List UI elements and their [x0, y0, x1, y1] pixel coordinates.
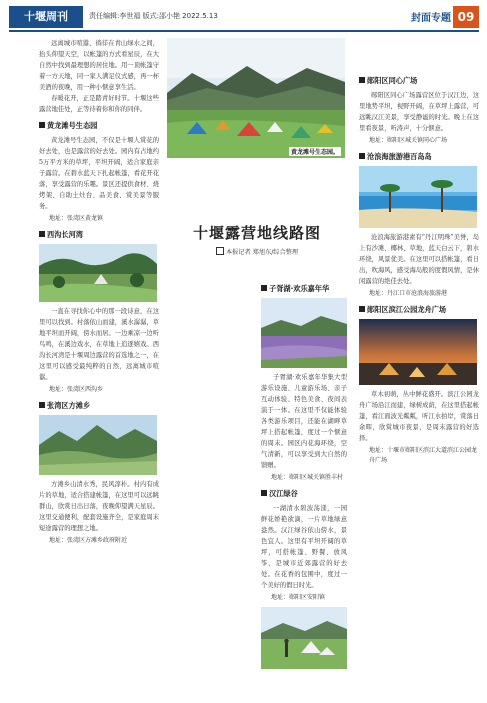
section-text-canglang: 沧浪海旅游港素有“丹江明珠”美誉，岛上有沙滩、椰林、草地，蓝天白云下，碧水环绕，风景优美。在这里可以搭帐篷，看日出，吹海风，感受海岛般的度假风情，是休闲露营的绝佳去处。 [359, 234, 479, 285]
square-bullet-icon [359, 306, 365, 312]
photo-fangtan-mountains [39, 415, 157, 475]
square-bullet-icon [359, 77, 365, 83]
header-credits: 责任编辑:李世福 版式:邵小艳 2022.5.13 [89, 12, 218, 20]
address-binjiang: 地址：十堰市郧阳区滨江大道滨江公园龙舟广场 [369, 447, 478, 464]
address-canglang: 地址：丹江口市沧浪海旅游港 [369, 290, 448, 297]
photo-canglang-beach [359, 166, 477, 228]
page-number: 09 [453, 6, 479, 28]
newspaper-page [9, 6, 479, 696]
address-xigou: 地址：张湾区西沟乡 [49, 386, 104, 393]
square-bullet-icon [39, 402, 45, 408]
section-title-binjiang: 郧阳区滨江公园龙舟广场 [359, 305, 479, 315]
photo-binjiang-sunset [359, 319, 477, 385]
right-column [359, 76, 479, 466]
section-text-zixuhu: 子胥湖·欢乐嘉年华集大型游乐设施、儿童游乐场、亲子互动体验、特色美食、夜间表演于一体。在这里不仅能体验各类游乐项目，还能在湖畔草坪上搭起帐篷，度过一个惬意的周末。园区内花海环绕，空气清新，可以享受到大自然的馈赠。 [261, 374, 347, 469]
section-text-hanjiang: 一湖清水碧波荡漾，一园鲜花娇艳欲滴，一片草地绿意盎然。汉江绿谷依山傍水，景色宜人。这里有平坦开阔的草坪，可搭帐篷、野餐、放风筝，是城市近郊露营的好去处。在花香的包围中，度过一个美好的假日时光。 [261, 505, 347, 589]
brand-logo: 十堰周刊 [9, 6, 83, 28]
square-bullet-icon [39, 122, 45, 128]
main-headline: 十堰露营地线路图 [192, 224, 321, 242]
section-text-fangtan: 方滩乡山清水秀，民风淳朴。村内有成片的草地，适合搭建帐篷，在这里可以远眺群山，欣赏日出日落，夜晚仰望满天星辰。这里交通便利，配套设施齐全，是家庭周末短途露营的理想之地。 [39, 481, 159, 532]
section-title-xigou: 西沟长河湾 [39, 230, 159, 240]
page-header [9, 6, 479, 28]
section-title-tongxin: 郧阳区同心广场 [359, 76, 479, 86]
byline: 本报记者 郑旭东/综合整理 [167, 247, 347, 256]
address-hanjiang: 地址：郧阳区安阳镇 [271, 594, 326, 601]
photo-caption: 黄龙滩号生态园。 [290, 149, 339, 156]
photo-zixuhu-flowers [261, 298, 347, 368]
intro-paragraph-1: 远离城市喧嚣，徜徉在青山绿水之间，抬头仰望天空，以帐篷的方式看星辰，在大自然中找到最理想的居住地。用一顶帐篷守着一方天地，同一家人满足仪式感，再一杯美酒的夜晚，用一种小惬意享生活。 [39, 40, 159, 91]
section-title-hanjiang: 汉江绿谷 [261, 489, 347, 499]
section-title-huanglongtan: 黄龙滩号生态园 [39, 121, 159, 131]
left-column [39, 38, 159, 546]
section-text-binjiang: 草木初萌，丛中鲜花盛开。滨江公园龙舟广场沿江而建，绿树成荫，在这里搭起帐篷，看江面波光粼粼，听江水拍岸，赏落日余晖，欣赏城市夜景，是周末露营的好选择。 [359, 391, 479, 442]
headline-block [167, 222, 347, 256]
section-text-huanglongtan: 黄龙滩号生态园，不仅是十堰人赏花的好去处，也是露营的好去处。园内有占地约5万平方米的草坪，平坦开阔，适合家庭亲子露营。在碧水蓝天下扎起帐篷，看花开花落，享受露营的乐趣。景区还提供食材、烧烤架、自助土灶台、品美食、赏美景等服务。 [39, 137, 159, 210]
section-text-tongxin: 郧阳区同心广场露营区位于汉江边，这里地势平坦，视野开阔，在草坪上露营，可远眺汉江美景，享受静谧的时光。晚上在这里看夜景，听涛声，十分惬意。 [359, 92, 479, 132]
photo-xigou-river [39, 244, 157, 302]
header-rule [9, 30, 479, 32]
square-bullet-icon [261, 285, 267, 291]
address-tongxin: 地址：郧阳区城关镇同心广场 [369, 137, 448, 144]
section-title-fangtan: 张湾区方滩乡 [39, 401, 159, 411]
square-bullet-icon [261, 490, 267, 496]
square-bullet-icon [359, 153, 365, 159]
address-zixuhu: 地址：郧阳区城关镇胜丰村 [271, 474, 344, 481]
section-label: 封面专题 [411, 13, 451, 24]
middle-column [261, 284, 347, 669]
square-bullet-icon [39, 231, 45, 237]
intro-paragraph-2: 春暖花开，正是踏青好时节。十堰这些露营地佳处，正等待着你和你的同伴。 [39, 95, 159, 113]
photo-huanglongtan-campsite [167, 38, 345, 158]
photo-hanjiang-tents [261, 607, 347, 669]
byline-box-icon [216, 247, 224, 255]
section-title-canglang: 沧浪海旅游港百岛岛 [359, 152, 479, 162]
section-text-xigou: 一直在寻找你心中的那一段诗意，在这里可以找到。村落依山而建，溪水潺潺，草地平坦而开阔，傍水而居。一边乘凉一边听鸟鸣，在溪边戏水，在草地上追逐嬉戏。西沟长河湾是十堰周边露营的首选地之一，在这里可以感受最纯粹的自然，远离城市喧嚣。 [39, 308, 159, 381]
address-fangtan: 地址：张湾区方滩乡政府附近 [49, 537, 128, 544]
address-huanglongtan: 地址：张湾区黄龙镇 [49, 215, 104, 222]
section-title-zixuhu: 子胥湖·欢乐嘉年华 [261, 284, 347, 294]
